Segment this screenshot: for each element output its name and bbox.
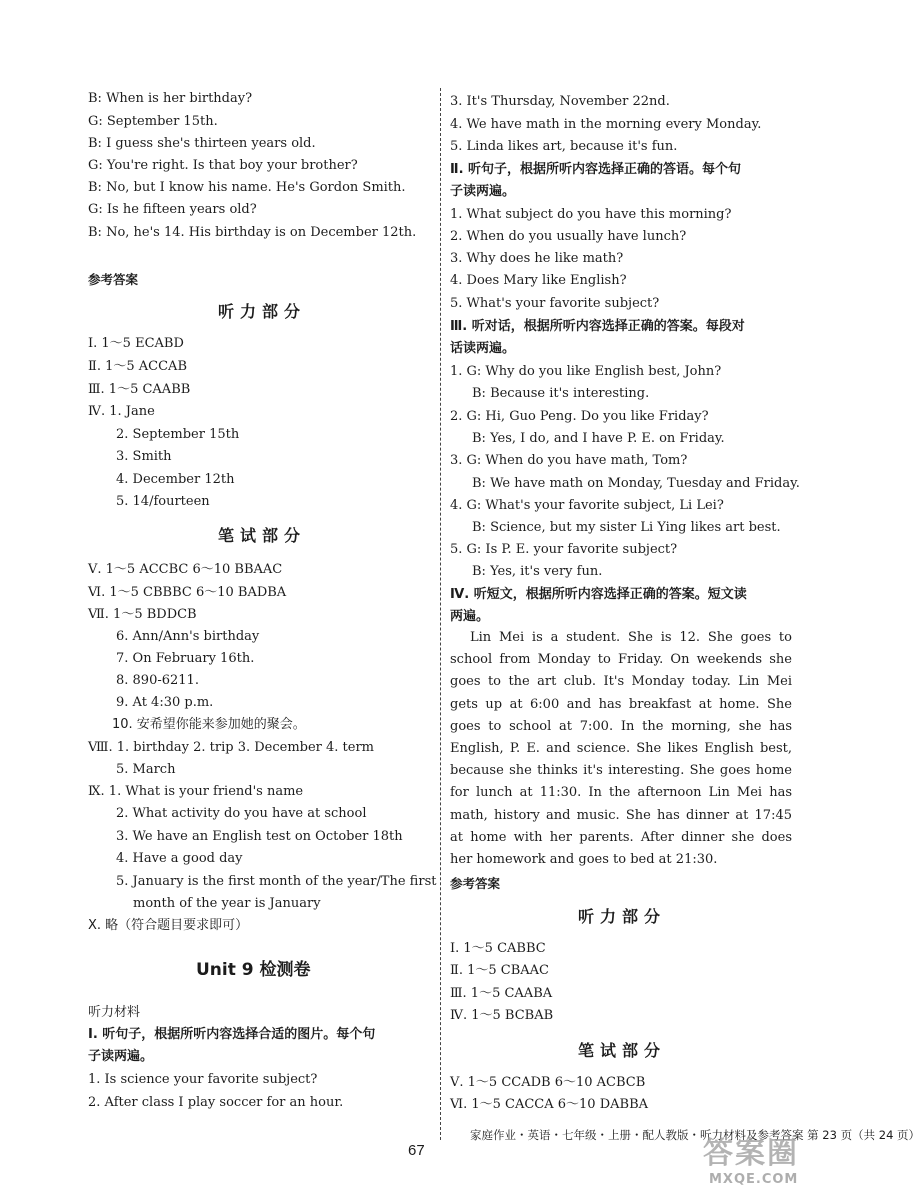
answer-line: Ⅳ. 1～5 BCBAB xyxy=(450,1008,554,1023)
dialog-line: B: Science, but my sister Li Ying likes art best. xyxy=(472,520,781,535)
answer-line: 3. We have an English test on October 18th xyxy=(116,829,403,844)
answer-title: 参考答案 xyxy=(450,876,501,891)
answer-line: 4. December 12th xyxy=(116,472,235,487)
answer-line: 8. 890-6211. xyxy=(116,673,199,688)
answer-line: 5. March xyxy=(116,762,176,777)
listening-heading: 听力部分 xyxy=(578,907,667,926)
answer-line: Ⅰ. 1～5 CABBC xyxy=(450,941,546,956)
watermark-stamp xyxy=(703,1128,833,1192)
material-label: 听力材料 xyxy=(88,1005,141,1020)
listening-heading: 听力部分 xyxy=(218,302,307,321)
watermark-logo: 答案圈 xyxy=(703,1136,799,1171)
watermark-url: MXQE.COM xyxy=(709,1172,799,1187)
answer-line: 7. On February 16th. xyxy=(116,651,255,666)
answer-line: month of the year is January xyxy=(133,896,321,911)
dialog-line: 4. G: What's your favorite subject, Li Lei? xyxy=(450,498,724,513)
listening-item: 5. What's your favorite subject? xyxy=(450,296,660,311)
listening-item: 5. Linda likes art, because it's fun. xyxy=(450,139,678,154)
listening-item: 4. We have math in the morning every Monday. xyxy=(450,117,762,132)
dialog-line: 3. G: When do you have math, Tom? xyxy=(450,453,688,468)
answer-line: 5. 14/fourteen xyxy=(116,494,210,509)
listening-item: 2. After class I play soccer for an hour. xyxy=(88,1095,344,1110)
answer-line: 6. Ann/Ann's birthday xyxy=(116,629,260,644)
listening-item: 4. Does Mary like English? xyxy=(450,273,627,288)
answer-line: Ⅰ. 1～5 ECABD xyxy=(88,336,184,351)
page-number: 67 xyxy=(408,1142,425,1159)
answer-line: Ⅲ. 1～5 CAABA xyxy=(450,986,553,1001)
dialog-line: G: September 15th. xyxy=(88,114,218,129)
listening-passage: Lin Mei is a student. She is 12. She goes to school from Monday to Friday. On weekends she goes to the art club. It's Monday today. Lin Mei gets up at 6:00 and has breakfast at home. She goes to school at 7:00. In the morning, she has English, P. E. and science. She likes English best, because she thinks it's interesting. She goes home for lunch at 11:30. In the afternoon Lin Mei has math, history and music. She has dinner at 17:45 at home with her parents. After dinner she does her homework and goes to bed at 21:30. xyxy=(450,630,792,868)
dialog-line: G: You're right. Is that boy your brother? xyxy=(88,158,358,173)
answer-line: 5. January is the first month of the year/The first xyxy=(116,874,437,889)
dialog-line: B: We have math on Monday, Tuesday and Friday. xyxy=(472,476,800,491)
answer-line: Ⅵ. 1～5 CACCA 6～10 DABBA xyxy=(450,1097,649,1112)
answer-line: Ⅷ. 1. birthday 2. trip 3. December 4. term xyxy=(88,740,375,755)
section-title: Ⅱ. 听句子，根据所听内容选择正确的答语。每个句 xyxy=(450,162,742,177)
listening-item: 1. What subject do you have this morning? xyxy=(450,207,732,222)
unit-title: Unit 9 检测卷 xyxy=(196,960,311,980)
dialog-line: B: Yes, I do, and I have P. E. on Friday. xyxy=(472,431,725,446)
answer-line: Ⅴ. 1～5 CCADB 6～10 ACBCB xyxy=(450,1075,646,1090)
section-title: 两遍。 xyxy=(450,609,490,624)
written-heading: 笔试部分 xyxy=(578,1041,667,1060)
page-footer: 家庭作业・英语・七年级・上册・配人教版・听力材料及参考答案 第 23 页（共 24 页） xyxy=(470,1128,920,1142)
dialog-line: B: No, he's 14. His birthday is on December 12th. xyxy=(88,225,417,240)
dialog-line: B: No, but I know his name. He's Gordon Smith. xyxy=(88,180,406,195)
listening-item: 3. Why does he like math? xyxy=(450,251,624,266)
dialog-line: B: When is her birthday? xyxy=(88,91,253,106)
answer-line: 9. At 4:30 p.m. xyxy=(116,695,214,710)
answer-line: 2. September 15th xyxy=(116,427,240,442)
answer-line: 2. What activity do you have at school xyxy=(116,806,367,821)
dialog-line: B: Yes, it's very fun. xyxy=(472,564,603,579)
answer-line: Ⅹ. 略（符合题目要求即可） xyxy=(88,918,249,933)
dialog-line: 5. G: Is P. E. your favorite subject? xyxy=(450,542,678,557)
dialog-line: B: Because it's interesting. xyxy=(472,386,650,401)
listening-item: 2. When do you usually have lunch? xyxy=(450,229,687,244)
section-title: 子读两遍。 xyxy=(88,1049,154,1064)
dialog-line: G: Is he fifteen years old? xyxy=(88,202,257,217)
listening-item: 1. Is science your favorite subject? xyxy=(88,1072,318,1087)
answer-line: Ⅸ. 1. What is your friend's name xyxy=(88,784,304,799)
written-heading: 笔试部分 xyxy=(218,526,307,545)
answer-line: Ⅵ. 1～5 CBBBC 6～10 BADBA xyxy=(88,585,287,600)
dialog-line: 2. G: Hi, Guo Peng. Do you like Friday? xyxy=(450,409,709,424)
answer-line: Ⅱ. 1～5 CBAAC xyxy=(450,963,549,978)
answer-line: 4. Have a good day xyxy=(116,851,243,866)
dialog-line: B: I guess she's thirteen years old. xyxy=(88,136,316,151)
section-title: 子读两遍。 xyxy=(450,184,516,199)
answer-line: 10. 安希望你能来参加她的聚会。 xyxy=(112,717,306,732)
answer-line: 3. Smith xyxy=(116,449,172,464)
section-title: 话读两遍。 xyxy=(450,341,516,356)
section-title: Ⅳ. 听短文，根据所听内容选择正确的答案。短文读 xyxy=(450,587,747,602)
answer-line: Ⅲ. 1～5 CAABB xyxy=(88,382,191,397)
answer-line: Ⅶ. 1～5 BDDCB xyxy=(88,607,197,622)
column-divider xyxy=(440,88,441,1140)
answer-line: Ⅳ. 1. Jane xyxy=(88,404,155,419)
answer-title: 参考答案 xyxy=(88,272,139,287)
answer-line: Ⅱ. 1～5 ACCAB xyxy=(88,359,187,374)
answer-line: Ⅴ. 1～5 ACCBC 6～10 BBAAC xyxy=(88,562,283,577)
section-title: Ⅰ. 听句子，根据所听内容选择合适的图片。每个句 xyxy=(88,1027,376,1042)
section-title: Ⅲ. 听对话，根据所听内容选择正确的答案。每段对 xyxy=(450,319,745,334)
dialog-line: 1. G: Why do you like English best, John? xyxy=(450,364,722,379)
listening-item: 3. It's Thursday, November 22nd. xyxy=(450,94,670,109)
